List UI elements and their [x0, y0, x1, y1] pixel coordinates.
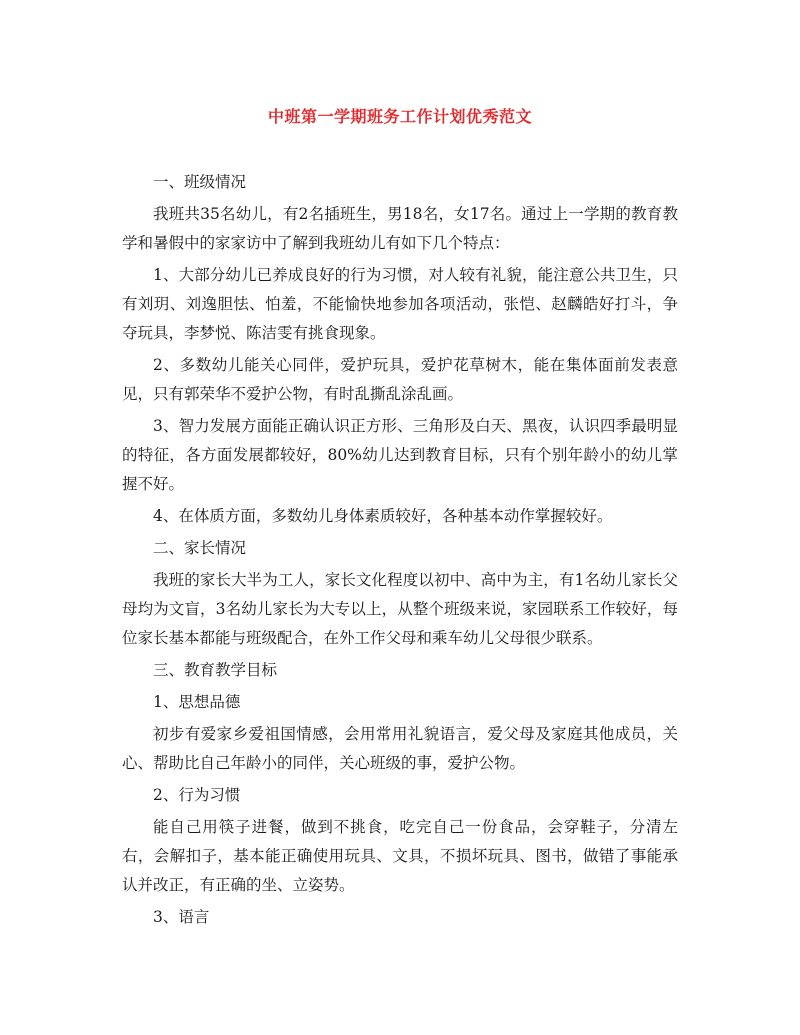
subheading-habits: 2、行为习惯	[153, 786, 241, 804]
paragraph: 1、大部分幼儿已养成良好的行为习惯，对人较有礼貌，能注意公共卫生，只有刘玥、刘逸胆怯、怕羞，不能愉快地参加各项活动，张恺、赵麟皓好打斗，争夺玩具，李梦悦、陈洁雯有挑食现象。	[122, 266, 678, 342]
subheading-morality: 1、思想品德	[153, 693, 241, 711]
paragraph: 初步有爱家乡爱祖国情感，会用常用礼貌语言，爱父母及家庭其他成员，关心、帮助比自己年龄小的同伴，关心班级的事，爱护公物。	[122, 725, 678, 772]
paragraph: 2、多数幼儿能关心同伴，爱护玩具，爱护花草树木，能在集体面前发表意见，只有郭荣华不爱护公物，有时乱撕乱涂乱画。	[122, 356, 678, 403]
paragraph: 我班的家长大半为工人，家长文化程度以初中、高中为主，有1名幼儿家长父母均为文盲，3名幼儿家长为大专以上，从整个班级来说，家园联系工作较好，每位家长基本都能与班级配合，在外工作父母和乘车幼儿父母很少联系。	[122, 571, 678, 647]
paragraph: 能自己用筷子进餐，做到不挑食，吃完自己一份食品，会穿鞋子，分清左右，会解扣子，基本能正确使用玩具、文具，不损坏玩具、图书，做错了事能承认并改正，有正确的坐、立姿势。	[122, 818, 678, 894]
section-heading-parents: 二、家长情况	[153, 539, 247, 557]
paragraph: 4、在体质方面，多数幼儿身体素质较好，各种基本动作掌握较好。	[153, 507, 613, 525]
document-title: 中班第一学期班务工作计划优秀范文	[267, 107, 532, 126]
document-body	[122, 168, 678, 935]
subheading-language: 3、语言	[153, 908, 210, 926]
paragraph: 3、智力发展方面能正确认识正方形、三角形及白天、黑夜，认识四季最明显的特征，各方面发展都较好，80%幼儿达到教育目标，只有个别年龄小的幼儿掌握不好。	[122, 417, 678, 493]
section-heading-class-situation: 一、班级情况	[153, 173, 247, 191]
section-heading-goals: 三、教育教学目标	[153, 661, 278, 679]
paragraph: 我班共35名幼儿，有2名插班生，男18名，女17名。通过上一学期的教育教学和暑假中的家家访中了解到我班幼儿有如下几个特点：	[122, 205, 678, 252]
